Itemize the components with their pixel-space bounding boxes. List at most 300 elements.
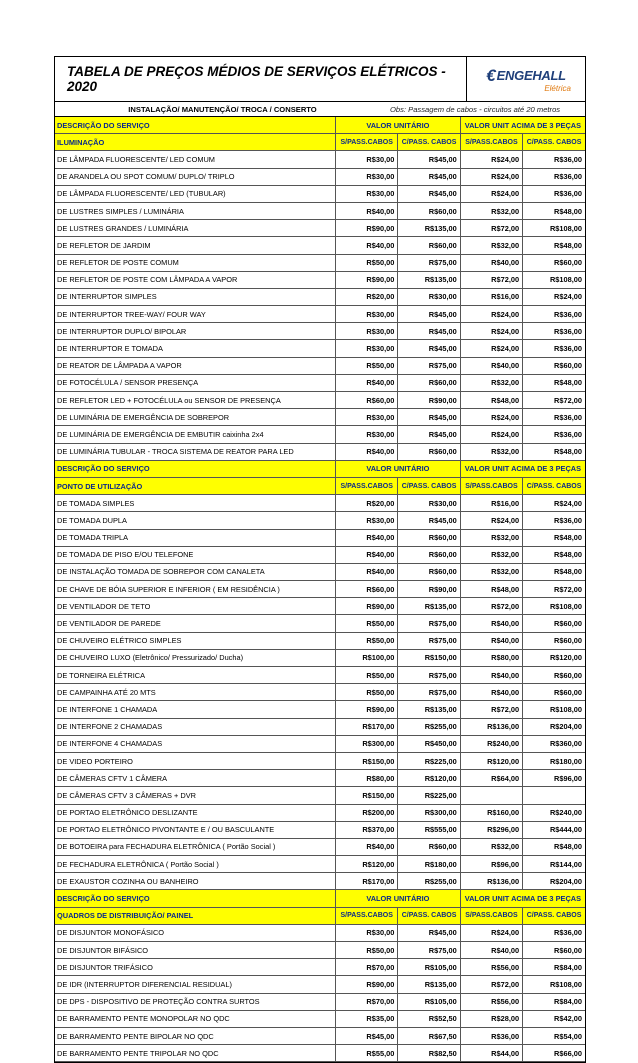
service-description: DE BARRAMENTO PENTE BIPOLAR NO QDC xyxy=(55,1027,336,1044)
header-with-cables: C/PASS. CABOS xyxy=(523,134,585,151)
price-above3-without-cables: R$24,00 xyxy=(460,168,522,185)
service-description: DE INTERRUPTOR SIMPLES xyxy=(55,288,336,305)
price-above3-with-cables: R$204,00 xyxy=(523,873,585,890)
price-above3-without-cables: R$44,00 xyxy=(460,1045,522,1062)
price-above3-with-cables: R$60,00 xyxy=(523,667,585,684)
price-unit-with-cables: R$75,00 xyxy=(398,615,460,632)
service-description: DE LUSTRES GRANDES / LUMINÁRIA xyxy=(55,220,336,237)
price-above3-without-cables: R$56,00 xyxy=(460,993,522,1010)
page-title: TABELA DE PREÇOS MÉDIOS DE SERVIÇOS ELÉTRICOS - 2020 xyxy=(67,64,446,94)
header-without-cables: S/PASS.CABOS xyxy=(336,907,398,924)
price-unit-with-cables: R$45,00 xyxy=(398,185,460,202)
header-without-cables: S/PASS.CABOS xyxy=(336,134,398,151)
service-description: DE INTERFONE 2 CHAMADAS xyxy=(55,718,336,735)
table-row xyxy=(55,1027,585,1044)
price-unit-without-cables: R$150,00 xyxy=(336,752,398,769)
header-description: DESCRIÇÃO DO SERVIÇO xyxy=(55,117,336,134)
price-unit-without-cables: R$170,00 xyxy=(336,873,398,890)
price-above3-without-cables: R$40,00 xyxy=(460,632,522,649)
service-description: DE TOMADA TRIPLA xyxy=(55,529,336,546)
table-row xyxy=(55,924,585,941)
price-above3-with-cables: R$84,00 xyxy=(523,959,585,976)
price-unit-without-cables: R$30,00 xyxy=(336,426,398,443)
price-above3-with-cables: R$48,00 xyxy=(523,374,585,391)
header-without-cables: S/PASS.CABOS xyxy=(336,477,398,494)
price-unit-with-cables: R$225,00 xyxy=(398,787,460,804)
service-description: DE REFLETOR DE POSTE COMUM xyxy=(55,254,336,271)
price-above3-without-cables: R$72,00 xyxy=(460,701,522,718)
service-description: DE FOTOCÉLULA / SENSOR PRESENÇA xyxy=(55,374,336,391)
price-above3-without-cables: R$32,00 xyxy=(460,838,522,855)
service-description: DE EXAUSTOR COZINHA OU BANHEIRO xyxy=(55,873,336,890)
table-row xyxy=(55,392,585,409)
price-unit-with-cables: R$45,00 xyxy=(398,340,460,357)
price-above3-with-cables: R$48,00 xyxy=(523,529,585,546)
price-unit-without-cables: R$40,00 xyxy=(336,202,398,219)
price-above3-with-cables: R$96,00 xyxy=(523,770,585,787)
table-row xyxy=(55,993,585,1010)
price-unit-without-cables: R$90,00 xyxy=(336,271,398,288)
price-unit-with-cables: R$135,00 xyxy=(398,220,460,237)
price-unit-with-cables: R$75,00 xyxy=(398,357,460,374)
table-row xyxy=(55,443,585,460)
price-unit-without-cables: R$40,00 xyxy=(336,546,398,563)
price-above3-with-cables: R$36,00 xyxy=(523,168,585,185)
service-description: DE ARANDELA OU SPOT COMUM/ DUPLO/ TRIPLO xyxy=(55,168,336,185)
price-above3-with-cables: R$72,00 xyxy=(523,392,585,409)
header-without-cables: S/PASS.CABOS xyxy=(460,134,522,151)
service-description: DE INTERRUPTOR TREE-WAY/ FOUR WAY xyxy=(55,306,336,323)
price-unit-without-cables: R$30,00 xyxy=(336,340,398,357)
service-description: DE BOTOEIRA para FECHADURA ELETRÔNICA ( Portão Social ) xyxy=(55,838,336,855)
service-description: DE PORTAO ELETRÔNICO PIVONTANTE E / OU BASCULANTE xyxy=(55,821,336,838)
price-above3-with-cables: R$36,00 xyxy=(523,151,585,168)
price-unit-without-cables: R$150,00 xyxy=(336,787,398,804)
service-description: DE IDR (INTERRUPTOR DIFERENCIAL RESIDUAL) xyxy=(55,976,336,993)
service-description: DE INTERFONE 1 CHAMADA xyxy=(55,701,336,718)
price-unit-with-cables: R$60,00 xyxy=(398,546,460,563)
price-unit-with-cables: R$45,00 xyxy=(398,924,460,941)
service-description: DE REFLETOR LED + FOTOCÉLULA ou SENSOR DE PRESENÇA xyxy=(55,392,336,409)
table-row xyxy=(55,202,585,219)
table-row xyxy=(55,804,585,821)
price-unit-with-cables: R$135,00 xyxy=(398,976,460,993)
price-unit-with-cables: R$30,00 xyxy=(398,495,460,512)
table-row xyxy=(55,306,585,323)
price-above3-without-cables: R$48,00 xyxy=(460,581,522,598)
header-unit-value: VALOR UNITÁRIO xyxy=(336,460,461,477)
price-unit-with-cables: R$67,50 xyxy=(398,1027,460,1044)
price-above3-without-cables: R$72,00 xyxy=(460,598,522,615)
price-unit-with-cables: R$60,00 xyxy=(398,443,460,460)
price-unit-without-cables: R$90,00 xyxy=(336,598,398,615)
price-above3-with-cables: R$60,00 xyxy=(523,254,585,271)
service-description: DE BARRAMENTO PENTE TRIPOLAR NO QDC xyxy=(55,1045,336,1062)
table-row xyxy=(55,546,585,563)
header-description: DESCRIÇÃO DO SERVIÇO xyxy=(55,890,336,907)
price-above3-without-cables: R$48,00 xyxy=(460,392,522,409)
price-unit-without-cables: R$40,00 xyxy=(336,443,398,460)
service-description: DE INTERRUPTOR DUPLO/ BIPOLAR xyxy=(55,323,336,340)
service-description: DE TORNEIRA ELÉTRICA xyxy=(55,667,336,684)
table-row xyxy=(55,821,585,838)
price-unit-without-cables: R$40,00 xyxy=(336,237,398,254)
price-table xyxy=(55,117,585,1062)
price-unit-with-cables: R$90,00 xyxy=(398,581,460,598)
header-with-cables: C/PASS. CABOS xyxy=(398,134,460,151)
price-unit-with-cables: R$135,00 xyxy=(398,701,460,718)
service-description: DE PORTAO ELETRÔNICO DESLIZANTE xyxy=(55,804,336,821)
table-row xyxy=(55,529,585,546)
subtitle-note: Obs: Passagem de cabos - circuitos até 20 metros xyxy=(390,104,561,114)
price-above3-with-cables: R$444,00 xyxy=(523,821,585,838)
price-above3-with-cables: R$48,00 xyxy=(523,546,585,563)
price-above3-with-cables: R$66,00 xyxy=(523,1045,585,1062)
price-unit-with-cables: R$135,00 xyxy=(398,271,460,288)
price-unit-without-cables: R$40,00 xyxy=(336,838,398,855)
service-description: DE TOMADA DE PISO E/OU TELEFONE xyxy=(55,546,336,563)
price-above3-with-cables: R$48,00 xyxy=(523,563,585,580)
price-above3-with-cables: R$60,00 xyxy=(523,942,585,959)
price-unit-with-cables: R$105,00 xyxy=(398,959,460,976)
section-header-row xyxy=(55,460,585,477)
price-unit-without-cables: R$30,00 xyxy=(336,151,398,168)
price-unit-without-cables: R$55,00 xyxy=(336,1045,398,1062)
service-description: DE CHUVEIRO LUXO (Eletrônico/ Pressurizado/ Ducha) xyxy=(55,649,336,666)
table-row xyxy=(55,168,585,185)
price-above3-with-cables: R$108,00 xyxy=(523,598,585,615)
price-above3-with-cables: R$60,00 xyxy=(523,357,585,374)
price-unit-with-cables: R$225,00 xyxy=(398,752,460,769)
section-name: PONTO DE UTILIZAÇÃO xyxy=(55,477,336,494)
table-row xyxy=(55,942,585,959)
price-above3-with-cables: R$36,00 xyxy=(523,512,585,529)
table-row xyxy=(55,856,585,873)
header-description: DESCRIÇÃO DO SERVIÇO xyxy=(55,460,336,477)
header-without-cables: S/PASS.CABOS xyxy=(460,477,522,494)
service-description: DE REFLETOR DE JARDIM xyxy=(55,237,336,254)
price-above3-with-cables: R$36,00 xyxy=(523,924,585,941)
price-unit-without-cables: R$50,00 xyxy=(336,254,398,271)
price-unit-without-cables: R$30,00 xyxy=(336,409,398,426)
price-unit-without-cables: R$50,00 xyxy=(336,357,398,374)
table-row xyxy=(55,959,585,976)
price-unit-with-cables: R$75,00 xyxy=(398,684,460,701)
price-above3-without-cables: R$40,00 xyxy=(460,942,522,959)
price-above3-with-cables: R$36,00 xyxy=(523,323,585,340)
price-above3-without-cables: R$32,00 xyxy=(460,374,522,391)
section-subheader-row xyxy=(55,134,585,151)
service-description: DE DISJUNTOR BIFÁSICO xyxy=(55,942,336,959)
price-above3-with-cables: R$24,00 xyxy=(523,495,585,512)
price-unit-without-cables: R$60,00 xyxy=(336,392,398,409)
price-above3-with-cables: R$180,00 xyxy=(523,752,585,769)
table-row xyxy=(55,718,585,735)
price-above3-with-cables: R$108,00 xyxy=(523,271,585,288)
price-unit-with-cables: R$180,00 xyxy=(398,856,460,873)
price-above3-without-cables: R$16,00 xyxy=(460,495,522,512)
price-above3-without-cables: R$24,00 xyxy=(460,306,522,323)
price-above3-without-cables: R$56,00 xyxy=(460,959,522,976)
table-row xyxy=(55,340,585,357)
price-above3-without-cables: R$24,00 xyxy=(460,924,522,941)
logo-name: ENGEHALL xyxy=(496,68,566,83)
price-unit-with-cables: R$52,50 xyxy=(398,1010,460,1027)
table-row xyxy=(55,684,585,701)
price-unit-with-cables: R$75,00 xyxy=(398,942,460,959)
table-row xyxy=(55,220,585,237)
section-header-row xyxy=(55,117,585,134)
price-above3-without-cables: R$296,00 xyxy=(460,821,522,838)
service-description: DE INSTALAÇÃO TOMADA DE SOBREPOR COM CANALETA xyxy=(55,563,336,580)
price-above3-with-cables: R$36,00 xyxy=(523,306,585,323)
price-above3-without-cables: R$64,00 xyxy=(460,770,522,787)
service-description: DE INTERFONE 4 CHAMADAS xyxy=(55,735,336,752)
price-unit-with-cables: R$300,00 xyxy=(398,804,460,821)
service-description: DE CÂMERAS CFTV 1 CÂMERA xyxy=(55,770,336,787)
price-unit-with-cables: R$60,00 xyxy=(398,202,460,219)
price-unit-with-cables: R$135,00 xyxy=(398,598,460,615)
company-logo xyxy=(466,57,585,101)
table-row xyxy=(55,1010,585,1027)
price-unit-without-cables: R$70,00 xyxy=(336,993,398,1010)
price-unit-with-cables: R$60,00 xyxy=(398,529,460,546)
price-unit-without-cables: R$30,00 xyxy=(336,924,398,941)
price-unit-without-cables: R$30,00 xyxy=(336,306,398,323)
header-with-cables: C/PASS. CABOS xyxy=(398,907,460,924)
price-above3-with-cables: R$48,00 xyxy=(523,237,585,254)
service-description: DE REATOR DE LÂMPADA A VAPOR xyxy=(55,357,336,374)
price-unit-without-cables: R$370,00 xyxy=(336,821,398,838)
price-above3-without-cables: R$28,00 xyxy=(460,1010,522,1027)
price-unit-with-cables: R$75,00 xyxy=(398,632,460,649)
price-above3-without-cables: R$32,00 xyxy=(460,546,522,563)
section-subheader-row xyxy=(55,907,585,924)
price-unit-without-cables: R$20,00 xyxy=(336,495,398,512)
price-above3-without-cables: R$24,00 xyxy=(460,409,522,426)
header-above-3-value: VALOR UNIT ACIMA DE 3 PEÇAS xyxy=(460,117,585,134)
price-unit-with-cables: R$60,00 xyxy=(398,838,460,855)
price-unit-with-cables: R$45,00 xyxy=(398,151,460,168)
price-above3-with-cables: R$48,00 xyxy=(523,838,585,855)
table-row xyxy=(55,409,585,426)
price-unit-with-cables: R$255,00 xyxy=(398,873,460,890)
table-row xyxy=(55,581,585,598)
price-unit-with-cables: R$555,00 xyxy=(398,821,460,838)
price-above3-without-cables: R$136,00 xyxy=(460,873,522,890)
header-with-cables: C/PASS. CABOS xyxy=(398,477,460,494)
table-row xyxy=(55,237,585,254)
price-unit-with-cables: R$120,00 xyxy=(398,770,460,787)
table-row xyxy=(55,512,585,529)
price-unit-without-cables: R$30,00 xyxy=(336,323,398,340)
price-above3-with-cables: R$24,00 xyxy=(523,288,585,305)
table-row xyxy=(55,271,585,288)
price-unit-without-cables: R$50,00 xyxy=(336,615,398,632)
price-above3-without-cables: R$136,00 xyxy=(460,718,522,735)
price-above3-with-cables: R$42,00 xyxy=(523,1010,585,1027)
table-row xyxy=(55,151,585,168)
price-above3-with-cables: R$108,00 xyxy=(523,701,585,718)
price-unit-without-cables: R$30,00 xyxy=(336,168,398,185)
price-above3-with-cables: R$72,00 xyxy=(523,581,585,598)
table-row xyxy=(55,632,585,649)
subtitle-row xyxy=(55,102,585,117)
price-above3-without-cables: R$24,00 xyxy=(460,512,522,529)
price-above3-with-cables xyxy=(523,787,585,804)
price-above3-with-cables: R$54,00 xyxy=(523,1027,585,1044)
price-above3-without-cables: R$160,00 xyxy=(460,804,522,821)
price-above3-without-cables: R$40,00 xyxy=(460,667,522,684)
header-unit-value: VALOR UNITÁRIO xyxy=(336,890,461,907)
price-unit-without-cables: R$300,00 xyxy=(336,735,398,752)
service-description: DE CAMPAINHA ATÉ 20 MTS xyxy=(55,684,336,701)
service-description: DE CÂMERAS CFTV 3 CÂMERAS + DVR xyxy=(55,787,336,804)
price-above3-with-cables: R$36,00 xyxy=(523,409,585,426)
table-row xyxy=(55,563,585,580)
price-unit-with-cables: R$45,00 xyxy=(398,409,460,426)
price-above3-without-cables: R$16,00 xyxy=(460,288,522,305)
table-row xyxy=(55,701,585,718)
price-above3-with-cables: R$36,00 xyxy=(523,426,585,443)
price-unit-without-cables: R$50,00 xyxy=(336,684,398,701)
price-above3-without-cables: R$24,00 xyxy=(460,340,522,357)
price-above3-without-cables: R$40,00 xyxy=(460,684,522,701)
table-row xyxy=(55,770,585,787)
price-above3-without-cables: R$96,00 xyxy=(460,856,522,873)
price-above3-with-cables: R$120,00 xyxy=(523,649,585,666)
table-row xyxy=(55,357,585,374)
price-unit-without-cables: R$30,00 xyxy=(336,185,398,202)
price-unit-with-cables: R$75,00 xyxy=(398,667,460,684)
table-row xyxy=(55,615,585,632)
price-unit-with-cables: R$45,00 xyxy=(398,306,460,323)
title-row xyxy=(55,57,585,102)
table-row xyxy=(55,185,585,202)
price-unit-without-cables: R$20,00 xyxy=(336,288,398,305)
price-unit-without-cables: R$35,00 xyxy=(336,1010,398,1027)
price-unit-with-cables: R$105,00 xyxy=(398,993,460,1010)
table-row xyxy=(55,374,585,391)
section-name: QUADROS DE DISTRIBUIÇÃO/ PAINEL xyxy=(55,907,336,924)
service-description: DE LÂMPADA FLUORESCENTE/ LED COMUM xyxy=(55,151,336,168)
price-unit-without-cables: R$120,00 xyxy=(336,856,398,873)
service-description: DE BARRAMENTO PENTE MONOPOLAR NO QDC xyxy=(55,1010,336,1027)
logo-subtitle: Elétrica xyxy=(544,83,571,93)
price-above3-without-cables: R$24,00 xyxy=(460,323,522,340)
price-unit-without-cables: R$40,00 xyxy=(336,374,398,391)
price-above3-with-cables: R$48,00 xyxy=(523,443,585,460)
price-unit-with-cables: R$45,00 xyxy=(398,426,460,443)
header-above-3-value: VALOR UNIT ACIMA DE 3 PEÇAS xyxy=(460,460,585,477)
table-row xyxy=(55,288,585,305)
price-above3-without-cables: R$72,00 xyxy=(460,271,522,288)
price-unit-with-cables: R$82,50 xyxy=(398,1045,460,1062)
price-above3-without-cables: R$32,00 xyxy=(460,563,522,580)
price-above3-without-cables: R$120,00 xyxy=(460,752,522,769)
price-above3-with-cables: R$204,00 xyxy=(523,718,585,735)
price-unit-with-cables: R$45,00 xyxy=(398,512,460,529)
price-unit-without-cables: R$90,00 xyxy=(336,220,398,237)
price-unit-with-cables: R$45,00 xyxy=(398,168,460,185)
price-unit-without-cables: R$170,00 xyxy=(336,718,398,735)
service-description: DE CHUVEIRO ELÉTRICO SIMPLES xyxy=(55,632,336,649)
price-above3-without-cables: R$240,00 xyxy=(460,735,522,752)
table-row xyxy=(55,667,585,684)
table-row xyxy=(55,787,585,804)
service-description: DE INTERRUPTOR E TOMADA xyxy=(55,340,336,357)
price-above3-with-cables: R$60,00 xyxy=(523,615,585,632)
price-unit-without-cables: R$200,00 xyxy=(336,804,398,821)
service-description: DE LUMINÁRIA DE EMERGÊNCIA DE SOBREPOR xyxy=(55,409,336,426)
service-description: DE CHAVE DE BÓIA SUPERIOR E INFERIOR ( EM RESIDÊNCIA ) xyxy=(55,581,336,598)
service-description: DE VENTILADOR DE PAREDE xyxy=(55,615,336,632)
price-above3-with-cables: R$60,00 xyxy=(523,632,585,649)
service-description: DE LUMINÁRIA TUBULAR - TROCA SISTEMA DE REATOR PARA LED xyxy=(55,443,336,460)
price-above3-with-cables: R$48,00 xyxy=(523,202,585,219)
service-description: DE FECHADURA ELETRÔNICA ( Portão Social ) xyxy=(55,856,336,873)
service-description: DE TOMADA SIMPLES xyxy=(55,495,336,512)
logo-mark-icon: € xyxy=(486,65,496,85)
price-above3-without-cables: R$40,00 xyxy=(460,615,522,632)
price-unit-without-cables: R$30,00 xyxy=(336,512,398,529)
price-above3-without-cables: R$72,00 xyxy=(460,220,522,237)
price-unit-with-cables: R$75,00 xyxy=(398,254,460,271)
section-header-row xyxy=(55,890,585,907)
price-above3-with-cables: R$108,00 xyxy=(523,220,585,237)
table-row xyxy=(55,254,585,271)
service-description: DE TOMADA DUPLA xyxy=(55,512,336,529)
price-unit-with-cables: R$450,00 xyxy=(398,735,460,752)
service-description: DE REFLETOR DE POSTE COM LÂMPADA A VAPOR xyxy=(55,271,336,288)
price-unit-without-cables: R$90,00 xyxy=(336,976,398,993)
table-row xyxy=(55,976,585,993)
table-row xyxy=(55,426,585,443)
section-name: ILUMINAÇÃO xyxy=(55,134,336,151)
table-row xyxy=(55,649,585,666)
price-unit-with-cables: R$255,00 xyxy=(398,718,460,735)
subtitle-services: INSTALAÇÃO/ MANUTENÇÃO/ TROCA / CONSERTO xyxy=(128,104,317,114)
price-unit-with-cables: R$90,00 xyxy=(398,392,460,409)
service-description: DE DISJUNTOR MONOFÁSICO xyxy=(55,924,336,941)
table-row xyxy=(55,1045,585,1062)
price-above3-without-cables: R$24,00 xyxy=(460,151,522,168)
table-row xyxy=(55,752,585,769)
price-above3-without-cables: R$32,00 xyxy=(460,529,522,546)
section-subheader-row xyxy=(55,477,585,494)
service-description: DE VIDEO PORTEIRO xyxy=(55,752,336,769)
table-row xyxy=(55,838,585,855)
price-above3-without-cables: R$40,00 xyxy=(460,254,522,271)
price-above3-without-cables: R$40,00 xyxy=(460,357,522,374)
price-above3-without-cables: R$32,00 xyxy=(460,237,522,254)
price-above3-with-cables: R$144,00 xyxy=(523,856,585,873)
price-unit-without-cables: R$40,00 xyxy=(336,563,398,580)
price-unit-with-cables: R$30,00 xyxy=(398,288,460,305)
table-row xyxy=(55,873,585,890)
price-unit-without-cables: R$60,00 xyxy=(336,581,398,598)
header-with-cables: C/PASS. CABOS xyxy=(523,477,585,494)
price-above3-without-cables: R$32,00 xyxy=(460,443,522,460)
price-above3-without-cables: R$32,00 xyxy=(460,202,522,219)
price-above3-without-cables: R$24,00 xyxy=(460,426,522,443)
price-above3-with-cables: R$240,00 xyxy=(523,804,585,821)
header-with-cables: C/PASS. CABOS xyxy=(523,907,585,924)
price-unit-without-cables: R$50,00 xyxy=(336,667,398,684)
price-above3-with-cables: R$84,00 xyxy=(523,993,585,1010)
price-above3-without-cables: R$80,00 xyxy=(460,649,522,666)
price-above3-with-cables: R$360,00 xyxy=(523,735,585,752)
